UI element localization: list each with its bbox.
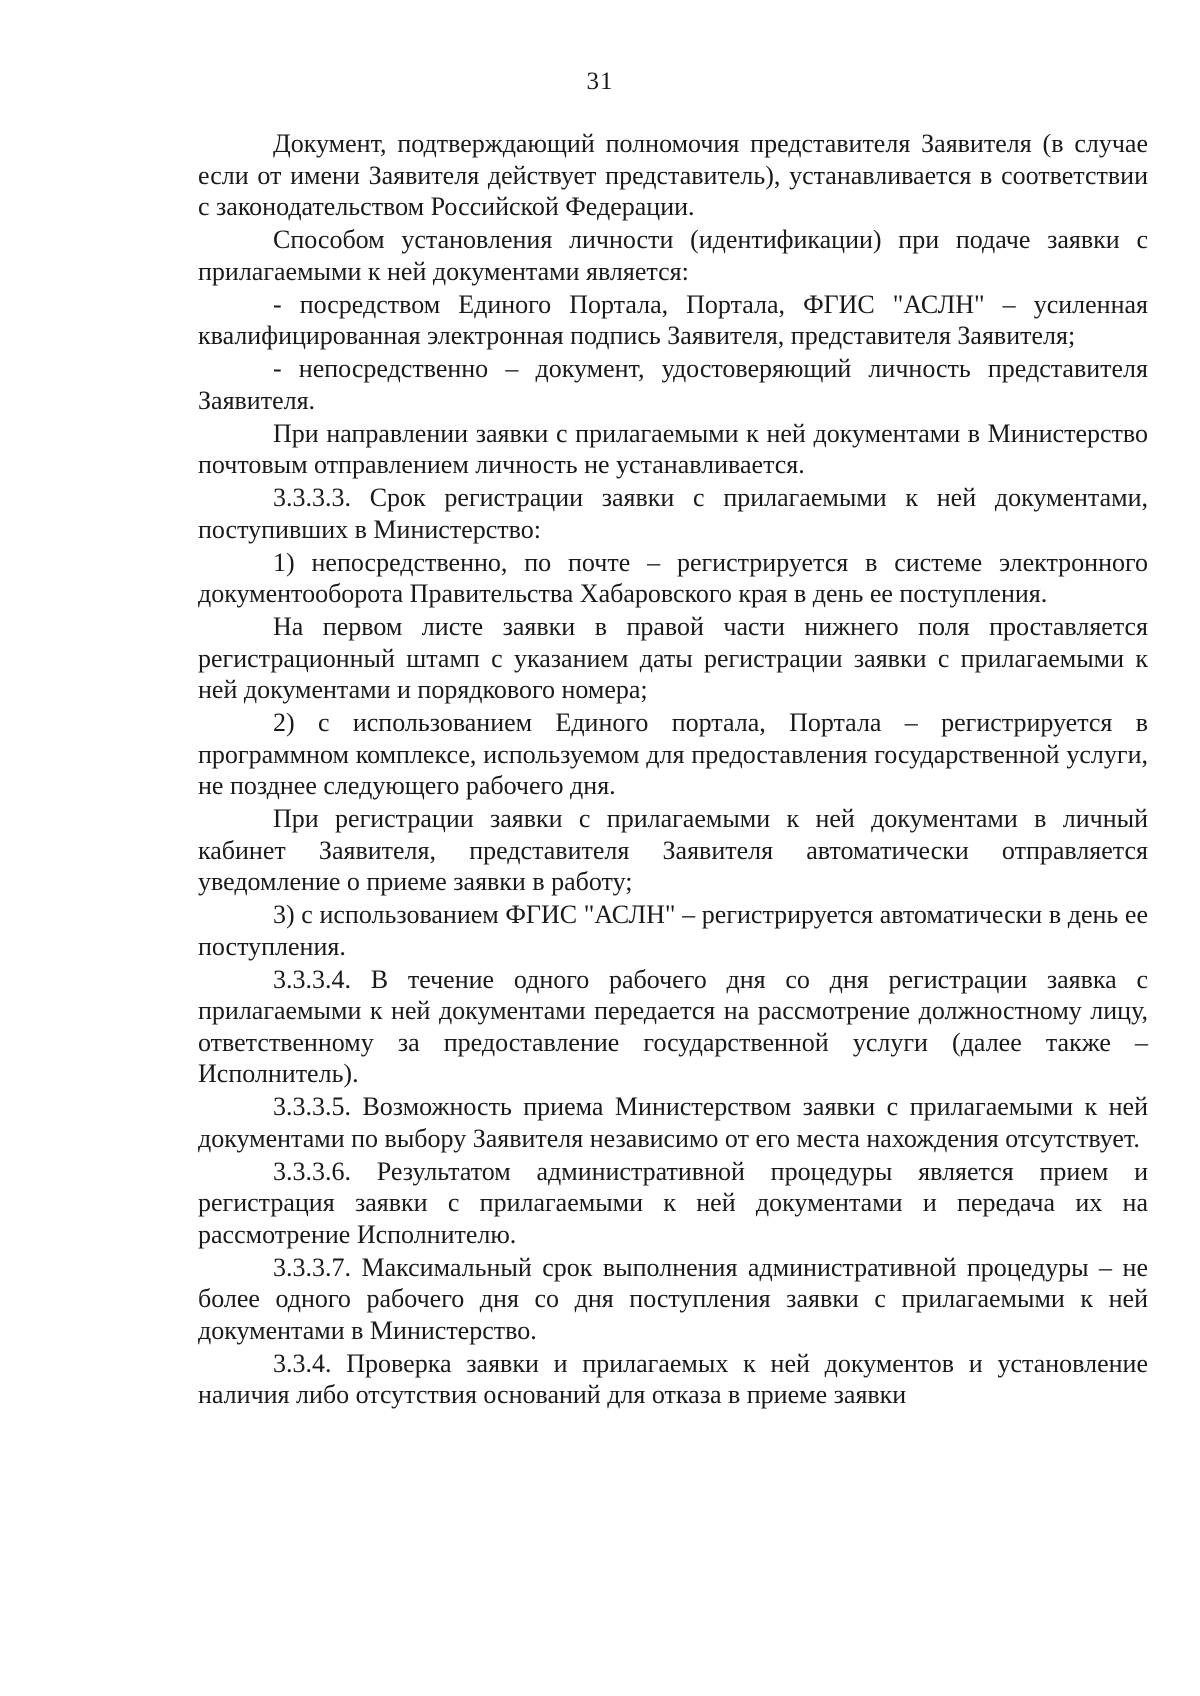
paragraph: 3.3.3.3. Срок регистрации заявки с прилагаемыми к ней документами, поступивших в Министерство: [198,483,1148,544]
paragraph: 2) с использованием Единого портала, Портала – регистрируется в программном комплексе, используемом для предоставления государственной услуги, не позднее следующего рабочего дня. [198,708,1148,800]
paragraph: При регистрации заявки с прилагаемыми к ней документами в личный кабинет Заявителя, представителя Заявителя автоматически отправляется уведомление о приеме заявки в работу; [198,804,1148,896]
page-number: 31 [586,68,614,95]
paragraph: - непосредственно – документ, удостоверяющий личность представителя Заявителя. [198,354,1148,415]
paragraph: 3.3.3.4. В течение одного рабочего дня со дня регистрации заявка с прилагаемыми к ней документами передается на рассмотрение должностному лицу, ответственному за предоставление государственной услуги (далее также – Исполнитель). [198,964,1148,1088]
paragraph: На первом листе заявки в правой части нижнего поля проставляется регистрационный штамп с указанием даты регистрации заявки с прилагаемыми к ней документами и порядкового номера; [198,612,1148,704]
paragraph: 3.3.3.5. Возможность приема Министерством заявки с прилагаемыми к ней документами по выбору Заявителя независимо от его места нахождения отсутствует. [198,1092,1148,1153]
paragraph: 3.3.4. Проверка заявки и прилагаемых к ней документов и установление наличия либо отсутствия оснований для отказа в приеме заявки [198,1348,1148,1409]
document-body [198,128,1148,1412]
paragraph: Способом установления личности (идентификации) при подаче заявки с прилагаемыми к ней документами является: [198,225,1148,286]
paragraph: 3) с использованием ФГИС "АСЛН" – регистрируется автоматически в день ее поступления. [198,900,1148,961]
paragraph: Документ, подтверждающий полномочия представителя Заявителя (в случае если от имени Заявителя действует представитель), устанавливается в соответствии с законодательством Российской Федерации. [198,129,1148,221]
paragraph: 3.3.3.7. Максимальный срок выполнения административной процедуры – не более одного рабочего дня со дня поступления заявки с прилагаемыми к ней документами в Министерство. [198,1252,1148,1345]
paragraph: При направлении заявки с прилагаемыми к ней документами в Министерство почтовым отправлением личность не устанавливается. [198,418,1148,479]
paragraph: 3.3.3.6. Результатом административной процедуры является прием и регистрация заявки с прилагаемыми к ней документами и передача их на рассмотрение Исполнителю. [198,1156,1148,1249]
paragraph: - посредством Единого Портала, Портала, ФГИС "АСЛН" – усиленная квалифицированная электронная подпись Заявителя, представителя Заявителя; [198,289,1148,350]
paragraph: 1) непосредственно, по почте – регистрируется в системе электронного документооборота Правительства Хабаровского края в день ее поступления. [198,547,1148,608]
